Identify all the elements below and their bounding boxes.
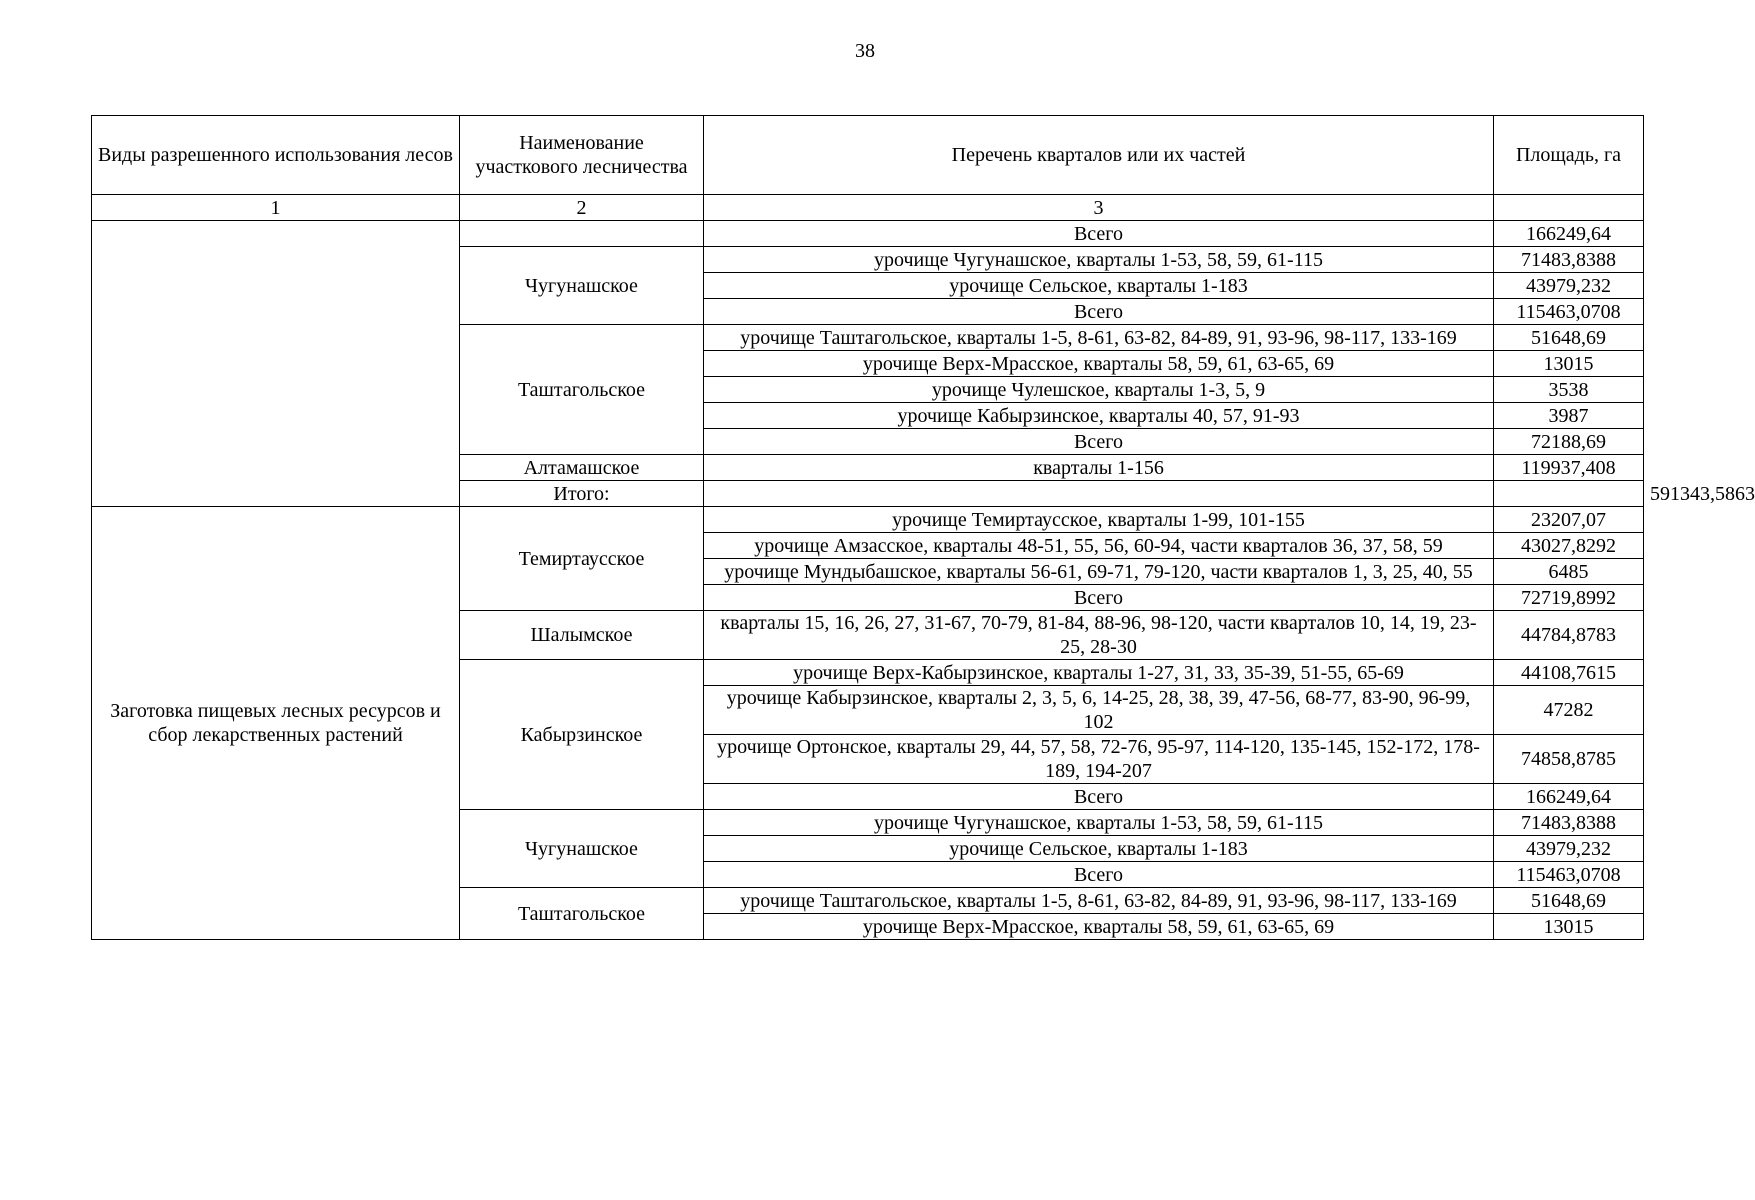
column-number-row: [92, 195, 1644, 221]
forestry-cell: Чугунашское: [460, 810, 704, 888]
forestry-cell: Чугунашское: [460, 247, 704, 325]
area-cell: 13015: [1494, 914, 1644, 940]
quarters-cell: урочище Сельское, кварталы 1-183: [704, 836, 1494, 862]
forestry-cell: Кабырзинское: [460, 660, 704, 810]
total-empty: [704, 481, 1494, 507]
quarters-cell: кварталы 1-156: [704, 455, 1494, 481]
header-row: [92, 116, 1644, 195]
forestry-cell: Алтамашское: [460, 455, 704, 481]
area-cell: 44784,8783: [1494, 611, 1644, 660]
quarters-cell: Всего: [704, 221, 1494, 247]
area-cell: 119937,408: [1494, 455, 1644, 481]
quarters-cell: урочище Кабырзинское, кварталы 2, 3, 5, 6, 14-25, 28, 38, 39, 47-56, 68-77, 83-90, 96-99, 102: [704, 686, 1494, 735]
area-cell: 115463,0708: [1494, 862, 1644, 888]
area-cell: 74858,8785: [1494, 735, 1644, 784]
total-row: Итого: 591343,5863: [92, 481, 1644, 507]
area-cell: 71483,8388: [1494, 247, 1644, 273]
area-cell: 44108,7615: [1494, 660, 1644, 686]
quarters-cell: Всего: [704, 862, 1494, 888]
area-cell: 43979,232: [1494, 836, 1644, 862]
header-area: Площадь, га: [1494, 116, 1644, 195]
area-cell: 51648,69: [1494, 888, 1644, 914]
quarters-cell: Всего: [704, 299, 1494, 325]
quarters-cell: урочище Ортонское, кварталы 29, 44, 57, 58, 72-76, 95-97, 114-120, 135-145, 152-172, 178-189, 194-207: [704, 735, 1494, 784]
quarters-cell: урочище Сельское, кварталы 1-183: [704, 273, 1494, 299]
quarters-cell: кварталы 15, 16, 26, 27, 31-67, 70-79, 81-84, 88-96, 98-120, части кварталов 10, 14, 19, 23-25, 28-30: [704, 611, 1494, 660]
forestry-cell: Таштагольское: [460, 325, 704, 455]
col-number: 1: [92, 195, 460, 221]
area-cell: 43027,8292: [1494, 533, 1644, 559]
forestry-cell: Шалымское: [460, 611, 704, 660]
area-cell: 166249,64: [1494, 221, 1644, 247]
area-cell: 23207,07: [1494, 507, 1644, 533]
forestry-cell: Темиртаусское: [460, 507, 704, 611]
forestry-cell: [460, 221, 704, 247]
col-number: 3: [704, 195, 1494, 221]
area-cell: 47282: [1494, 686, 1644, 735]
header-quarters-list: Перечень кварталов или их частей: [704, 116, 1494, 195]
quarters-cell: урочище Темиртаусское, кварталы 1-99, 101-155: [704, 507, 1494, 533]
total-empty: [1494, 481, 1644, 507]
header-use-type: Виды разрешенного использования лесов: [92, 116, 460, 195]
quarters-cell: урочище Верх-Кабырзинское, кварталы 1-27, 31, 33, 35-39, 51-55, 65-69: [704, 660, 1494, 686]
quarters-cell: Всего: [704, 585, 1494, 611]
area-cell: 115463,0708: [1494, 299, 1644, 325]
forest-use-table: [91, 115, 1755, 940]
quarters-cell: Всего: [704, 429, 1494, 455]
area-cell: 51648,69: [1494, 325, 1644, 351]
quarters-cell: урочище Таштагольское, кварталы 1-5, 8-61, 63-82, 84-89, 91, 93-96, 98-117, 133-169: [704, 325, 1494, 351]
quarters-cell: урочище Верх-Мрасское, кварталы 58, 59, 61, 63-65, 69: [704, 914, 1494, 940]
area-cell: 3538: [1494, 377, 1644, 403]
quarters-cell: урочище Верх-Мрасское, кварталы 58, 59, 61, 63-65, 69: [704, 351, 1494, 377]
quarters-cell: урочище Таштагольское, кварталы 1-5, 8-61, 63-82, 84-89, 91, 93-96, 98-117, 133-169: [704, 888, 1494, 914]
total-label: Итого:: [460, 481, 704, 507]
use-type-cell: Заготовка пищевых лесных ресурсов и сбор лекарственных растений: [92, 507, 460, 940]
quarters-cell: урочище Кабырзинское, кварталы 40, 57, 91-93: [704, 403, 1494, 429]
header-forestry-name: Наименование участкового лесничества: [460, 116, 704, 195]
page-number: 38: [855, 40, 875, 62]
area-cell: 6485: [1494, 559, 1644, 585]
quarters-cell: Всего: [704, 784, 1494, 810]
area-cell: 3987: [1494, 403, 1644, 429]
use-type-cell: [92, 221, 460, 507]
quarters-cell: урочище Мундыбашское, кварталы 56-61, 69-71, 79-120, части кварталов 1, 3, 25, 40, 55: [704, 559, 1494, 585]
quarters-cell: урочище Чугунашское, кварталы 1-53, 58, 59, 61-115: [704, 247, 1494, 273]
area-cell: 43979,232: [1494, 273, 1644, 299]
table-row: [92, 507, 1644, 533]
quarters-cell: урочище Чугунашское, кварталы 1-53, 58, 59, 61-115: [704, 810, 1494, 836]
table-row: [92, 221, 1644, 247]
col-number: 2: [460, 195, 704, 221]
area-cell: 13015: [1494, 351, 1644, 377]
quarters-cell: урочище Амзасское, кварталы 48-51, 55, 56, 60-94, части кварталов 36, 37, 58, 59: [704, 533, 1494, 559]
area-cell: 166249,64: [1494, 784, 1644, 810]
quarters-cell: урочище Чулешское, кварталы 1-3, 5, 9: [704, 377, 1494, 403]
forestry-cell: Таштагольское: [460, 888, 704, 940]
col-number: [1494, 195, 1644, 221]
area-cell: 72188,69: [1494, 429, 1644, 455]
area-cell: 71483,8388: [1494, 810, 1644, 836]
area-cell: 72719,8992: [1494, 585, 1644, 611]
